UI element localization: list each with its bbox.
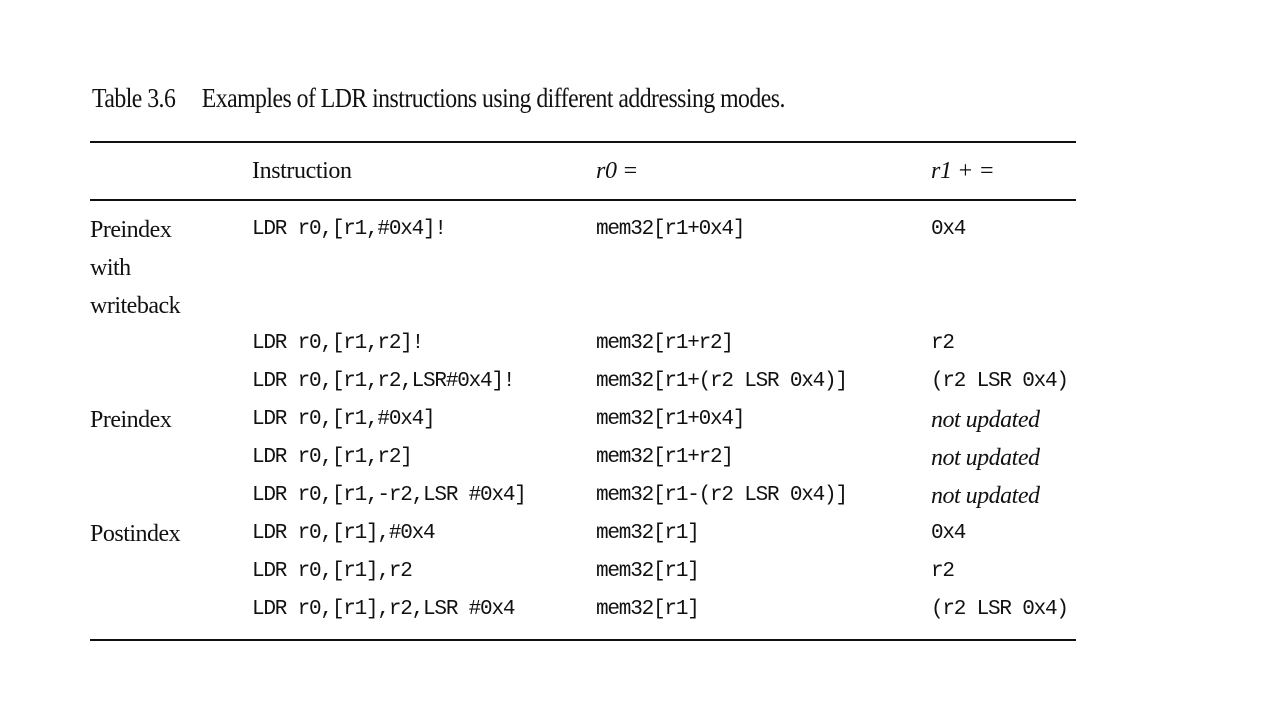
mode-cell <box>90 515 252 553</box>
r0-result-cell: mem32[r1] <box>596 522 699 545</box>
table-row <box>90 200 1076 325</box>
table-caption <box>92 80 785 116</box>
table-body <box>90 200 1076 640</box>
instruction-cell: LDR r0,[r1],r2,LSR #0x4 <box>252 598 515 621</box>
instruction-cell: LDR r0,[r1,#0x4] <box>252 408 435 431</box>
mode-cell <box>90 439 252 477</box>
mode-cell <box>90 363 252 401</box>
table-title: Examples of LDR instructions using different addressing modes. <box>201 83 785 113</box>
header-instruction: Instruction <box>252 157 352 184</box>
r1-update-cell: (r2 LSR 0x4) <box>931 370 1068 393</box>
mode-cell <box>90 553 252 591</box>
r1-update-cell: 0x4 <box>931 522 966 545</box>
mode-cell <box>90 200 252 325</box>
mode-cell <box>90 477 252 515</box>
r1-update-cell: r2 <box>931 560 954 583</box>
instruction-cell: LDR r0,[r1,r2]! <box>252 332 424 355</box>
r0-result-cell: mem32[r1] <box>596 560 699 583</box>
header-r1: r1 + = <box>931 157 995 184</box>
mode-cell <box>90 401 252 439</box>
instruction-cell: LDR r0,[r1,-r2,LSR #0x4] <box>252 484 526 507</box>
instruction-cell: LDR r0,[r1,#0x4]! <box>252 218 446 241</box>
r1-update-cell: r2 <box>931 332 954 355</box>
instruction-cell: LDR r0,[r1],r2 <box>252 560 412 583</box>
table-row <box>90 477 1076 515</box>
instruction-cell: LDR r0,[r1,r2] <box>252 446 412 469</box>
r0-result-cell: mem32[r1+(r2 LSR 0x4)] <box>596 370 847 393</box>
mode-label: Preindex with writeback <box>90 217 181 319</box>
r1-update-cell: not updated <box>931 445 1040 471</box>
r1-update-cell: 0x4 <box>931 218 966 241</box>
r1-update-cell: (r2 LSR 0x4) <box>931 598 1068 621</box>
mode-label: Preindex <box>90 407 172 433</box>
table-row <box>90 439 1076 477</box>
r0-result-cell: mem32[r1+0x4] <box>596 218 745 241</box>
ldr-addressing-table <box>90 141 1076 641</box>
r0-result-cell: mem32[r1+r2] <box>596 446 733 469</box>
ldr-table-container <box>90 141 1076 641</box>
r0-result-cell: mem32[r1-(r2 LSR 0x4)] <box>596 484 847 507</box>
table-header-row <box>90 142 1076 200</box>
header-r0: r0 = <box>596 157 638 184</box>
table-row <box>90 401 1076 439</box>
r0-result-cell: mem32[r1] <box>596 598 699 621</box>
table-row <box>90 325 1076 363</box>
table-row <box>90 591 1076 640</box>
instruction-cell: LDR r0,[r1,r2,LSR#0x4]! <box>252 370 515 393</box>
table-number: Table 3.6 <box>92 83 176 113</box>
r1-update-cell: not updated <box>931 483 1040 509</box>
mode-label: Postindex <box>90 521 181 547</box>
instruction-cell: LDR r0,[r1],#0x4 <box>252 522 435 545</box>
r0-result-cell: mem32[r1+0x4] <box>596 408 745 431</box>
r1-update-cell: not updated <box>931 407 1040 433</box>
table-row <box>90 515 1076 553</box>
table-row <box>90 363 1076 401</box>
table-row <box>90 553 1076 591</box>
r0-result-cell: mem32[r1+r2] <box>596 332 733 355</box>
mode-cell <box>90 591 252 640</box>
mode-cell <box>90 325 252 363</box>
header-mode <box>90 142 252 200</box>
